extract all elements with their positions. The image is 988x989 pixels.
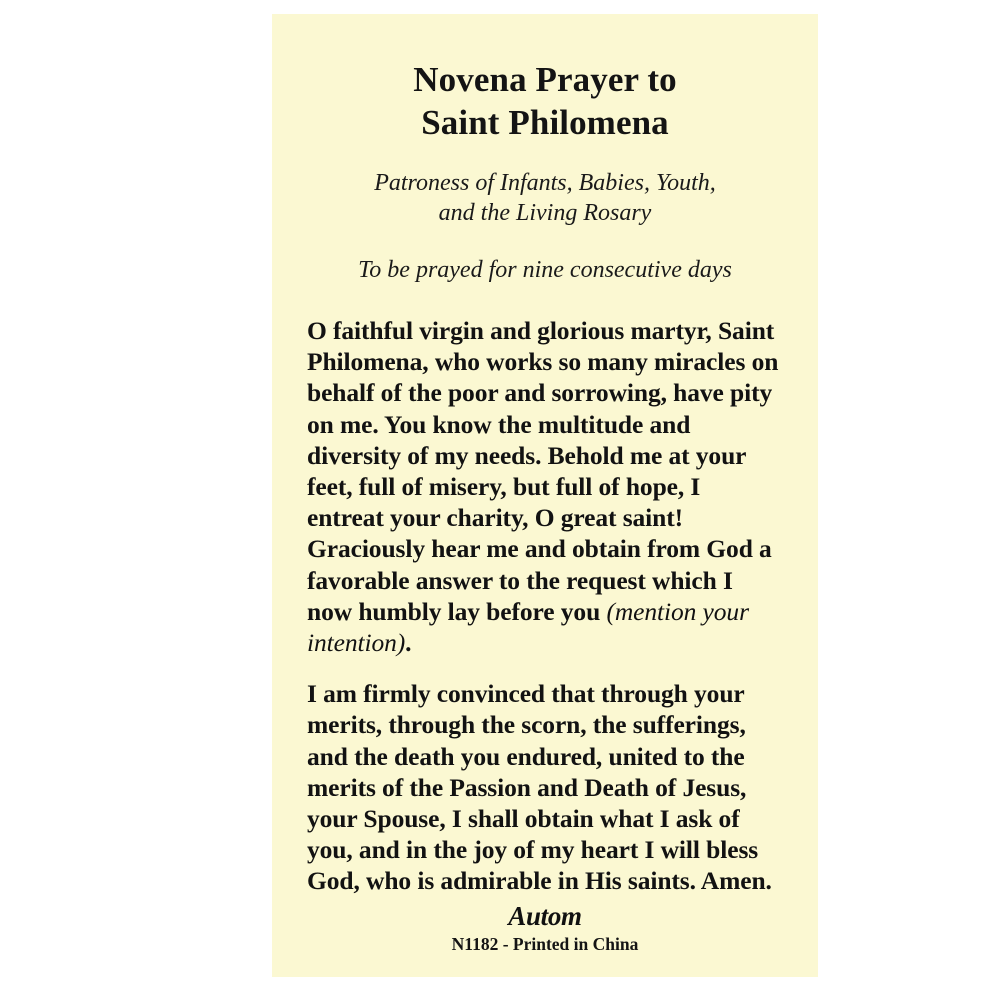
prayer-paragraph-1 <box>307 315 783 658</box>
patronage-subtitle <box>298 168 792 228</box>
prayer-card <box>272 14 818 977</box>
prayer-paragraph-1-text: O faithful virgin and glorious martyr, Saint Philomena, who works so many miracles on behalf of the poor and sorrowing, have pity on me. You know the multitude and diversity of my needs. Behold me at your feet, full of misery, but full of hope, I entreat your charity, O great saint! Graciously hear me and obtain from God a favorable answer to the request which I now humbly lay before you <box>307 316 779 626</box>
prayer-body <box>298 315 792 897</box>
patronage-line-1: Patroness of Infants, Babies, Youth, <box>374 170 716 196</box>
card-content <box>272 14 818 897</box>
autom-logo: Autom <box>508 901 582 931</box>
patronage-line-2: and the Living Rosary <box>438 200 652 226</box>
title-line-2: Saint Philomena <box>421 103 669 142</box>
prayer-paragraph-1-period: . <box>405 628 412 658</box>
card-footer <box>272 901 818 955</box>
imprint-code: N1182 - Printed in China <box>451 934 639 954</box>
title-line-1: Novena Prayer to <box>413 60 677 99</box>
mention-intention-note: (mention your intention) <box>307 596 749 658</box>
page-title <box>298 58 792 144</box>
prayer-instruction: To be prayed for nine consecutive days <box>358 257 732 283</box>
prayer-paragraph-2: I am firmly convinced that through your merits, through the scorn, the sufferings, and the death you endured, united to the merits of the Passion and Death of Jesus, your Spouse, I shall obtain what I ask of you, and in the joy of my heart I will bless God, who is admirable in His saints. Amen. <box>307 679 772 896</box>
